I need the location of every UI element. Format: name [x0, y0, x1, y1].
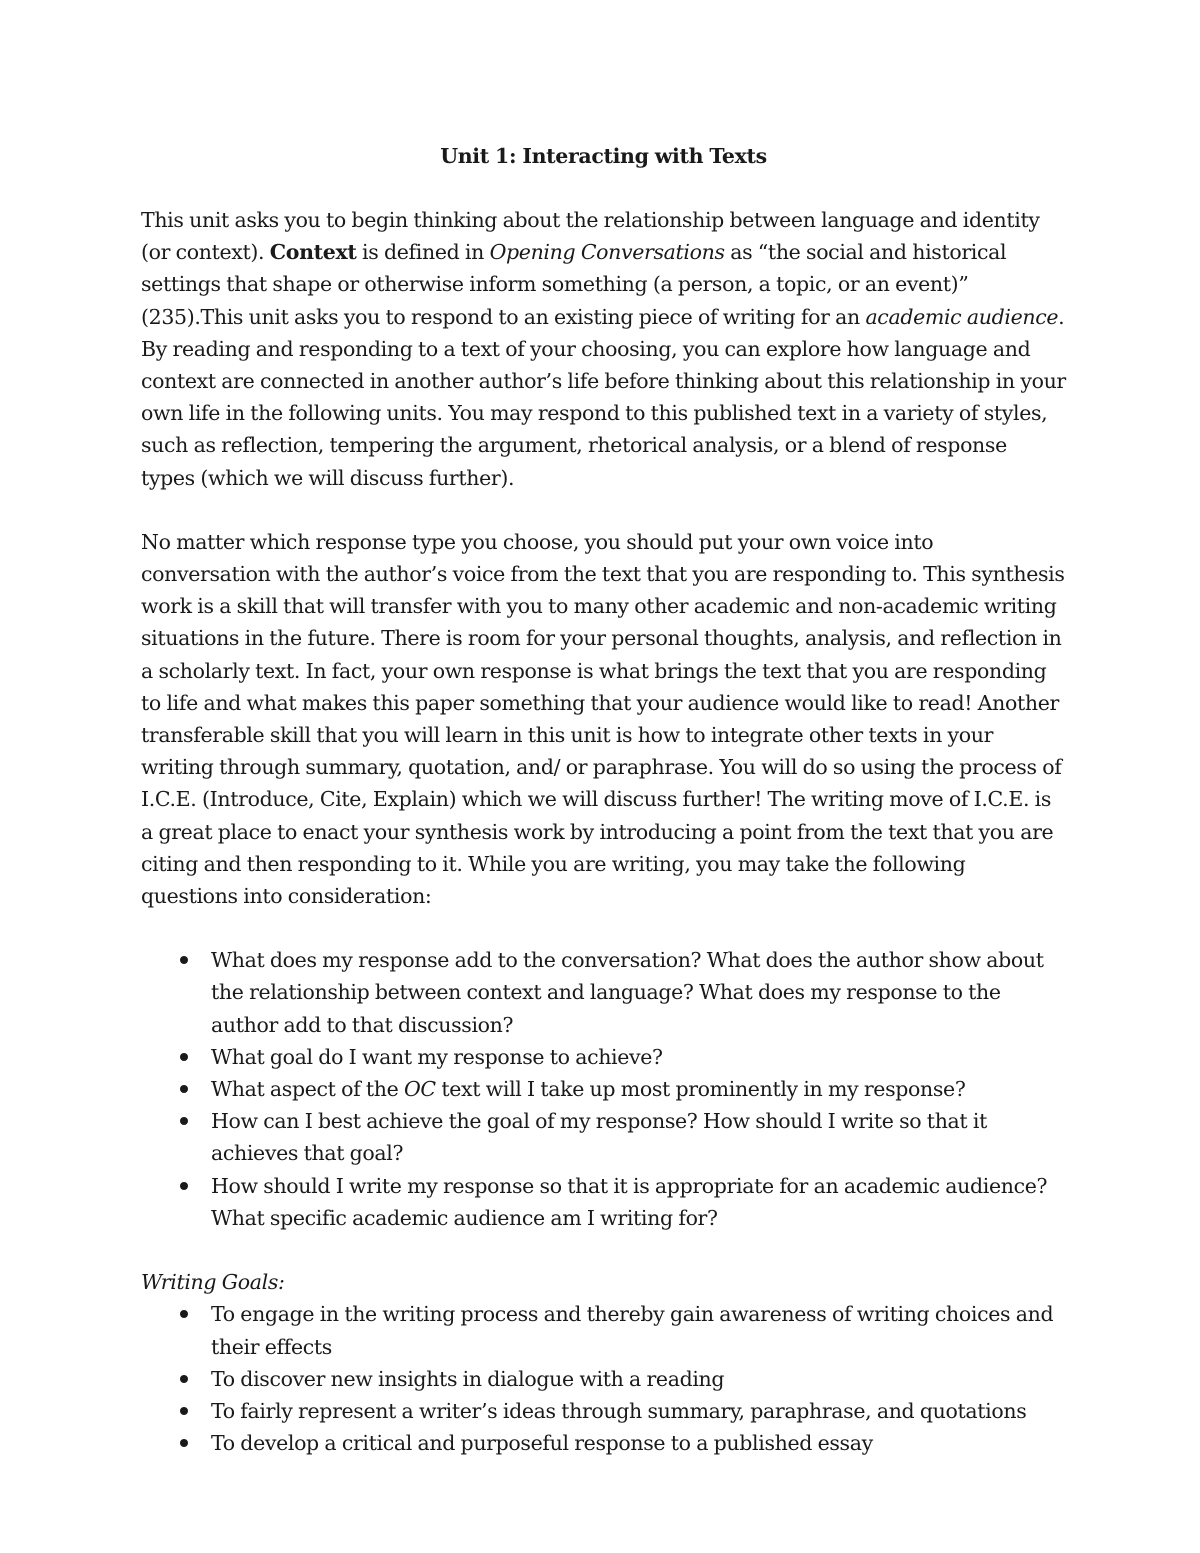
- document-title: Unit 1: Interacting with Texts: [440, 144, 767, 168]
- writing-goals-heading: Writing Goals:: [141, 1270, 285, 1295]
- list-item: How can I best achieve the goal of my response? How should I write so that it achieves that goal?: [141, 1105, 1066, 1169]
- book-title: Opening Conversations: [489, 240, 725, 265]
- intro-paragraph: [141, 204, 1066, 494]
- intro-text-2: is defined in: [356, 240, 490, 265]
- context-term: Context: [269, 240, 357, 265]
- list-item: What goal do I want my response to achieve?: [141, 1041, 1066, 1073]
- academic-audience-term: academic audience: [865, 304, 1059, 329]
- question-text-pre: What aspect of the: [211, 1077, 404, 1102]
- list-item: How should I write my response so that it is appropriate for an academic audience? What specific academic audience am I writing for?: [141, 1170, 1066, 1234]
- intro-text-1: This unit asks you to begin thinking about the relationship between language and identity (or context).: [141, 208, 1040, 265]
- question-text-post: text will I take up most prominently in my response?: [435, 1077, 966, 1102]
- document-page: [141, 140, 1066, 1459]
- list-item: [141, 1073, 1066, 1105]
- list-item: To engage in the writing process and thereby gain awareness of writing choices and their effects: [141, 1298, 1066, 1362]
- oc-abbreviation: OC: [403, 1077, 436, 1102]
- list-item: To discover new insights in dialogue with a reading: [141, 1363, 1066, 1395]
- list-item: To develop a critical and purposeful response to a published essay: [141, 1427, 1066, 1459]
- list-item: To fairly represent a writer’s ideas through summary, paraphrase, and quotations: [141, 1395, 1066, 1427]
- list-item: What does my response add to the conversation? What does the author show about the relationship between context and language? What does my response to the author add to that discussion?: [141, 944, 1066, 1041]
- intro-text-4: . By reading and responding to a text of your choosing, you can explore how language and context are connected in another author’s life before thinking about this relationship in your own life in the following units. You may respond to this published text in a variety of styles, such as reflection, tempering the argument, rhetorical analysis, or a blend of response types (which we will discuss further).: [141, 304, 1066, 490]
- synthesis-paragraph: No matter which response type you choose, you should put your own voice into conversation with the author’s voice from the text that you are responding to. This synthesis work is a skill that will transfer with you to many other academic and non-academic writing situations in the future. There is room for your personal thoughts, analysis, and reflection in a scholarly text. In fact, your own response is what brings the text that you are responding to life and what makes this paper something that your audience would like to read! Another transferable skill that you will learn in this unit is how to integrate other texts in your writing through summary, quotation, and/ or paraphrase. You will do so using the process of I.C.E. (Introduce, Cite, Explain) which we will discuss further! The writing move of I.C.E. is a great place to enact your synthesis work by introducing a point from the text that you are citing and then responding to it. While you are writing, you may take the following questions into consideration:: [141, 529, 1065, 909]
- writing-goals-list: [141, 1298, 1066, 1459]
- consideration-questions-list: [141, 944, 1066, 1234]
- intro-text-3: as “the social and historical settings that shape or otherwise inform something (a person, a topic, or an event)” (235).This unit asks you to respond to an existing piece of writing for an: [141, 240, 1007, 329]
